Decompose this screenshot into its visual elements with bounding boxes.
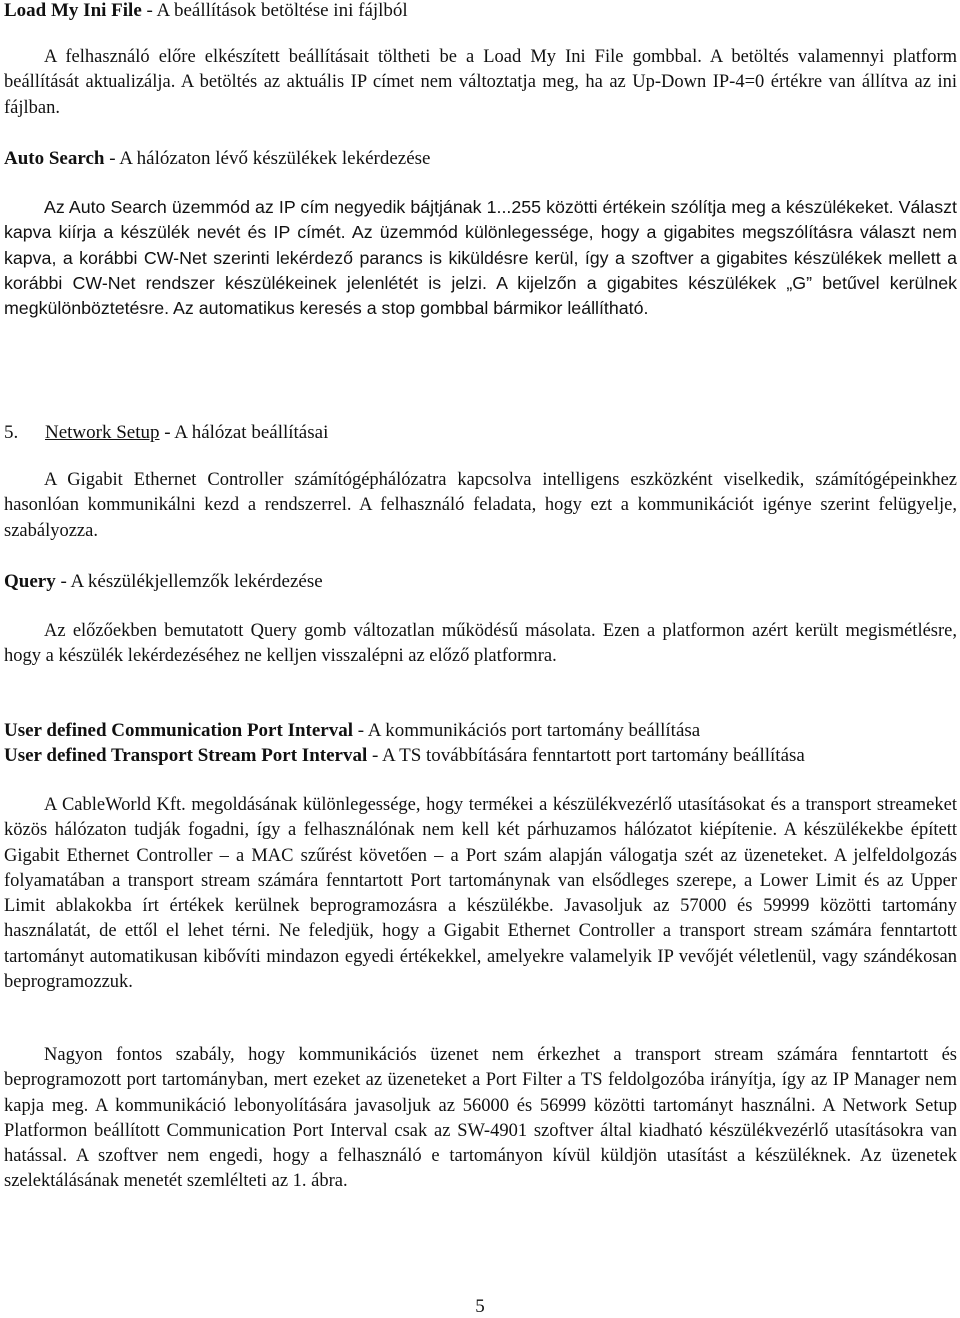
paragraph-text: Nagyon fontos szabály, hogy kommunikációs üzenet nem érkezhet a transport stream számára fenntartott és beprogramozott port tartományban, mert ezeket az üzeneteket a Port Filter a TS feldolgozóba irányítja, így az IP Manager nem kapja meg. A kommunikáció lebonyolítására javasoljuk az 56000 és 56999 közötti tartományt használni. A Network Setup Platformon beállított Communication Port Interval csak az SW-4901 szoftver által kiadható készülékvezérlő utasításokra van hatással. A szoftver nem engedi, hogy a felhasználó e tartományon kívül küldjön utasítást a készüléknek. Az üzenetek szelektálásának menetét szemlélteti az 1. ábra. [4,1045,957,1192]
section-heading-comm-port [4,718,957,743]
section-title: Network Setup [45,422,160,443]
section-subtitle: - A hálózat beállításai [159,422,329,443]
section-title: Load My Ini File [4,0,142,21]
paragraph-ports-1 [4,793,957,995]
section-title: User defined Transport Stream Port Interval [4,745,368,766]
page-number: 5 [475,1296,485,1317]
section-heading-query [4,569,957,594]
section-subtitle: - A beállítások betöltése ini fájlból [141,0,408,21]
section-heading-network-setup [4,420,957,445]
section-heading-auto-search [4,146,957,171]
section-number: 5. [4,422,19,443]
paragraph-text: A felhasználó előre elkészített beállításait töltheti be a Load My Ini File gombbal. A betöltés valamennyi platform beállítását aktualizálja. A betöltés az aktuális IP címet nem változtatja meg, ha az Up-Down IP-4=0 értékre van állítva az ini fájlban. [4,47,957,118]
paragraph-query [4,619,957,670]
section-title: Auto Search [4,148,105,169]
section-subtitle: - A hálózaton lévő készülékek lekérdezése [104,148,431,169]
paragraph-text: Az előzőekben bemutatott Query gomb változatlan működésű másolata. Ezen a platformon azért került megismétlésre, hogy a készülék lekérdezéséhez ne kelljen visszalépni az előző platformra. [4,621,957,667]
paragraph-load-ini [4,45,957,121]
section-title: User defined Communication Port Interval [4,720,354,741]
paragraph-text: Az Auto Search üzemmód az IP cím negyedik bájtjának 1...255 közötti értékein szólítja meg a készülékeket. Választ kapva kiírja a készülék nevét és IP címét. Az üzemmód különlegessége, hogy a gigabites megszólításra választ nem kapva, a korábbi CW-Net szerinti lekérdező parancs is kiküldésre kerül, így a szoftver a gigabites készülékek mellett a korábbi CW-Net rendszer készülékeinek jelenlétét is jelzi. A kijelzőn a gigabites készülékek „G” betűvel kerülnek megkülönböztetésre. Az automatikus keresés a stop gombbal bármikor leállítható. [4,197,957,319]
section-subtitle: - A készülékjellemzők lekérdezése [55,571,323,592]
paragraph-ports-2 [4,1043,957,1195]
section-heading-ts-port [4,743,957,768]
paragraph-network-setup [4,468,957,544]
section-subtitle: - A TS továbbítására fenntartott port tartomány beállítása [367,745,805,766]
section-heading-load-ini [4,0,957,23]
section-title: Query [4,571,56,592]
paragraph-text: A CableWorld Kft. megoldásának különlegessége, hogy termékei a készülékvezérlő utasításokat és a transport streameket közös hálózaton tudják fogadni, így a felhasználónak nem kell két párhuzamos hálózatot kiépítenie. A készülékekbe épített Gigabit Ethernet Controller – a MAC szűrést követően – a Port szám alapján válogatja szét az üzeneteket. A jelfeldolgozás folyamatában a transport stream számára fenntartott Port tartománynak van elsődleges szerepe, a Lower Limit és az Upper Limit ablakokba írt értékek kerülnek beprogramozásra a készülékbe. Javasoljuk az 57000 és 59999 közötti tartomány használatát, de ettől el lehet térni. Ne feledjük, hogy a Gigabit Ethernet Controller a transport stream számára fenntartott tartományt automatikusan kibővíti mindazon egyedi értékekkel, amelyekre valamelyik IP vevőjét véletlenül, vagy szándékosan beprogramozzuk. [4,795,957,993]
section-subtitle: - A kommunikációs port tartomány beállítása [353,720,701,741]
paragraph-auto-search [4,195,957,321]
paragraph-text: A Gigabit Ethernet Controller számítógéphálózatra kapcsolva intelligens eszközként viselkedik, számítógépeinkhez hasonlóan kommunikálni kezd a rendszerrel. A felhasználó feladata, hogy ezt a kommunikációt igénye szerint felügyelje, szabályozza. [4,470,957,541]
